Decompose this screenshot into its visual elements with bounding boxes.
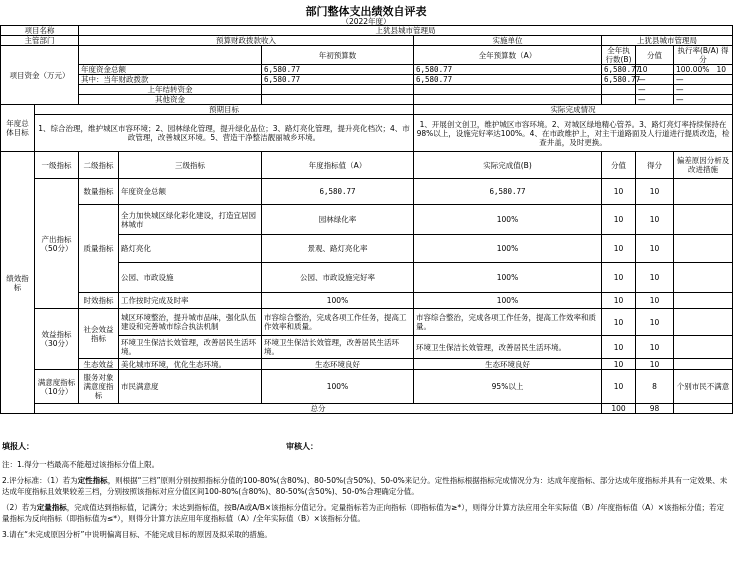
funds-row-rate-got [674, 85, 733, 95]
perf-row-reason [674, 359, 733, 370]
perf-header-l1: 一级指标 [35, 152, 79, 179]
impl-label: 实施单位 [414, 36, 602, 46]
funds-row-score: 10 [636, 65, 674, 75]
perf-row-target: 市容综合整治，完成各项工作任务，提高工作效率和质量。 [262, 309, 414, 336]
perf-row-target: 公园、市政设施完好率 [262, 263, 414, 293]
note-2 [2, 475, 728, 497]
funds-row-full [414, 95, 602, 105]
funds-row-exec: 6,580.77 [602, 75, 636, 85]
perf-row-actual: 100% [414, 205, 602, 235]
perf-row-target: 景观、路灯亮化率 [262, 235, 414, 263]
funds-row-score: — [636, 95, 674, 105]
perf-row-got: 8 [636, 370, 674, 404]
perf-row-reason [674, 263, 733, 293]
perf-row-got: 10 [636, 293, 674, 309]
goals-planned-label: 预期目标 [35, 105, 414, 115]
perf-row-l3: 年度资金总额 [119, 179, 262, 205]
perf-benefit-label: 效益指标（30分） [35, 309, 79, 370]
perf-row-got: 10 [636, 336, 674, 359]
funds-row-rate-got [674, 95, 733, 105]
perf-row-score: 10 [602, 179, 636, 205]
perf-row-target: 生态环境良好 [262, 359, 414, 370]
note-2-post: ，则根据“三档”原则分别按照指标分值的100-80%(含80%)、80-50%(含50%)、50-0%来记分。定性指标根据指标完成情况分为：达成年度指标、部分达成年度指标并具有一定效果、未达成年度指标且效果较差三档，分别按照该指标对应分值区间100-80%(含80%)、80-50%(含50%)、50-0%合理确定分值。 [2, 476, 728, 496]
note-3 [2, 502, 728, 524]
perf-row-l2: 时效指标 [79, 293, 119, 309]
total-score: 100 [602, 404, 636, 414]
project-name-label: 项目名称 [1, 26, 79, 36]
funds-col-score-rate [636, 46, 674, 65]
perf-row-actual: 100% [414, 263, 602, 293]
perf-output-label: 产出指标（50分） [35, 179, 79, 309]
funds-row-rate: 100.00% [676, 65, 710, 74]
funds-row-exec: 6,580.77 [602, 65, 636, 75]
perf-row-reason [674, 179, 733, 205]
note-3-bold: 定量指标 [36, 503, 67, 512]
perf-row-l2: 社会效益指标 [79, 309, 119, 359]
funds-row-got: — [676, 95, 684, 104]
perf-side-label: 绩效指标 [1, 152, 35, 414]
funds-col-rate: 执行率(B/A) [677, 46, 719, 55]
perf-row-reason [674, 336, 733, 359]
perf-header-reason: 偏差原因分析及改进措施 [674, 152, 733, 179]
funds-col-full: 全年预算数（A） [414, 46, 602, 65]
perf-row-score: 10 [602, 370, 636, 404]
project-name-value: 上犹县城市管理局 [79, 26, 733, 36]
year-subtitle: （2022年度） [341, 17, 391, 26]
perf-header-l2: 二级指标 [79, 152, 119, 179]
perf-row-l3: 美化城市环境，优化生态环境。 [119, 359, 262, 370]
perf-row-actual: 生态环境良好 [414, 359, 602, 370]
notes [2, 459, 728, 545]
perf-row-got: 10 [636, 309, 674, 336]
perf-row-l3: 全力加快城区绿化彩化建设，打造宜居园林城市 [119, 205, 262, 235]
filler-label: 填报人： [2, 442, 34, 451]
perf-row-score: 10 [602, 263, 636, 293]
total-reason [674, 404, 733, 414]
perf-row-got: 10 [636, 359, 674, 370]
perf-row-actual: 环境卫生保洁长效管理，改善居民生活环境。 [414, 336, 602, 359]
goals-planned-text: 1、综合治理，维护城区市容环境；2、园林绿化管理，提升绿化品位；3、路灯亮化管理，提升亮化档次；4、市政管理，改善城区环境。5、营造干净整洁靓丽城乡环境。 [35, 115, 414, 152]
funds-row-score: — [636, 75, 674, 85]
perf-row-got: 10 [636, 205, 674, 235]
page-title: 部门整体支出绩效自评表 [305, 5, 427, 18]
funds-row-initial [262, 95, 414, 105]
perf-row-reason [674, 205, 733, 235]
evaluation-table [0, 25, 733, 414]
perf-header-got: 得分 [636, 152, 674, 179]
perf-row-score: 10 [602, 336, 636, 359]
note-1: 注：1.得分一档最高不能超过该指标分值上限。 [2, 460, 160, 469]
perf-header-score: 分值 [602, 152, 636, 179]
perf-row-score: 10 [602, 235, 636, 263]
funds-label: 项目资金（万元） [1, 46, 79, 105]
perf-row-reason [674, 293, 733, 309]
perf-row-actual: 100% [414, 235, 602, 263]
funds-row-rate-got [674, 65, 733, 75]
funds-col-initial: 年初预算数 [262, 46, 414, 65]
perf-row-actual: 95%以上 [414, 370, 602, 404]
perf-row-l3: 市民满意度 [119, 370, 262, 404]
note-3-pre: （2）若为 [2, 503, 37, 512]
funds-row-initial: 6,580.77 [262, 65, 414, 75]
total-got: 98 [636, 404, 674, 414]
perf-header-actual: 实际完成值(B) [414, 152, 602, 179]
funds-row-rate-got [674, 75, 733, 85]
funds-row-name: 上年结转资金 [79, 85, 262, 95]
funds-row-initial [262, 85, 414, 95]
funds-row-full [414, 85, 602, 95]
perf-row-target: 环境卫生保洁长效管理，改善居民生活环境。 [262, 336, 414, 359]
perf-row-l3: 环境卫生保洁长效管理，改善居民生活环境。 [119, 336, 262, 359]
funds-row-initial: 6,580.77 [262, 75, 414, 85]
dept-label: 主管部门 [1, 36, 79, 46]
perf-row-l2: 数量指标 [79, 179, 119, 205]
perf-row-l3: 路灯亮化 [119, 235, 262, 263]
note-2-bold: 定性指标 [77, 476, 108, 485]
perf-row-score: 10 [602, 293, 636, 309]
funds-col-rate-got [674, 46, 733, 65]
perf-row-l3: 公园、市政设施 [119, 263, 262, 293]
reviewer-label: 审核人： [286, 442, 318, 451]
perf-row-target: 6,580.77 [262, 179, 414, 205]
perf-row-score: 10 [602, 205, 636, 235]
perf-row-actual: 市容综合整治，完成各项工作任务，提高工作效率和质量。 [414, 309, 602, 336]
perf-row-reason [674, 235, 733, 263]
total-label: 总分 [35, 404, 602, 414]
perf-row-target: 100% [262, 293, 414, 309]
funds-row-got: 10 [716, 65, 727, 74]
funds-row-full: 6,580.77 [414, 65, 602, 75]
dept-value: 预算财政拨款收入 [79, 36, 414, 46]
funds-row-exec [602, 85, 636, 95]
funds-row-score: — [636, 85, 674, 95]
perf-row-got: 10 [636, 235, 674, 263]
perf-row-l3: 工作按时完成及时率 [119, 293, 262, 309]
funds-row-name: 其他资金 [79, 95, 262, 105]
funds-row-got: — [676, 75, 684, 84]
perf-row-got: 10 [636, 263, 674, 293]
funds-col-score: 分值 [647, 50, 662, 60]
note-3-post: ，完成值达到指标值，记满分；未达到指标值，按B/A或A/B×该指标分值记分。定量指标若为正向指标（即指标值为≥*），则得分计算方法应用全年实际值（B）/年度指标值（A）×该指标分值；若定量指标为反向指标（即指标值为≤*），则得分计算方法应用年度指标值（A）/全年实际值（B）×该指标分值。 [2, 503, 725, 523]
goals-label: 年度总体目标 [1, 105, 35, 152]
perf-header-l3: 三级指标 [119, 152, 262, 179]
funds-row-name: 其中：当年财政拨款 [79, 75, 262, 85]
perf-row-target: 园林绿化率 [262, 205, 414, 235]
goals-actual-text: 1、开展创文创卫，维护城区市容环境。2、对城区绿地精心管养。3、路灯亮灯率持续保持在98%以上，设施完好率达100%。4、在市政维护上，对主干道路面及人行道进行提质改造，检查井盖，及时更换。 [414, 115, 733, 152]
perf-row-score: 10 [602, 309, 636, 336]
perf-satisfaction-label: 满意度指标（10分） [35, 370, 79, 404]
funds-row-full: 6,580.77 [414, 75, 602, 85]
perf-row-l2: 生态效益 [79, 359, 119, 370]
funds-col-got: 得分 [699, 46, 729, 64]
note-2-pre: 2.评分标准：（1）若为 [2, 476, 78, 485]
funds-row-got: — [676, 85, 684, 94]
perf-row-score: 10 [602, 359, 636, 370]
perf-row-l2: 质量指标 [79, 205, 119, 293]
funds-col-exec: 全年执行数(B) [602, 46, 636, 65]
perf-row-l2: 服务对象满意度指标 [79, 370, 119, 404]
perf-row-reason: 个别市民不满意 [674, 370, 733, 404]
impl-value: 上犹县城市管理局 [602, 36, 733, 46]
note-4: 3.请在“未完成原因分析”中说明偏离目标、不能完成目标的原因及拟采取的措施。 [2, 530, 272, 539]
perf-header-target: 年度指标值（A） [262, 152, 414, 179]
funds-row-exec [602, 95, 636, 105]
perf-row-got: 10 [636, 179, 674, 205]
funds-col-blank [79, 46, 262, 65]
perf-row-l3: 城区环境整治，提升城市品味，强化队伍建设和完善城市综合执法机制 [119, 309, 262, 336]
funds-row-name: 年度资金总额 [79, 65, 262, 75]
goals-actual-label: 实际完成情况 [414, 105, 733, 115]
perf-row-reason [674, 309, 733, 336]
perf-row-actual: 100% [414, 293, 602, 309]
perf-row-target: 100% [262, 370, 414, 404]
perf-row-actual: 6,580.77 [414, 179, 602, 205]
